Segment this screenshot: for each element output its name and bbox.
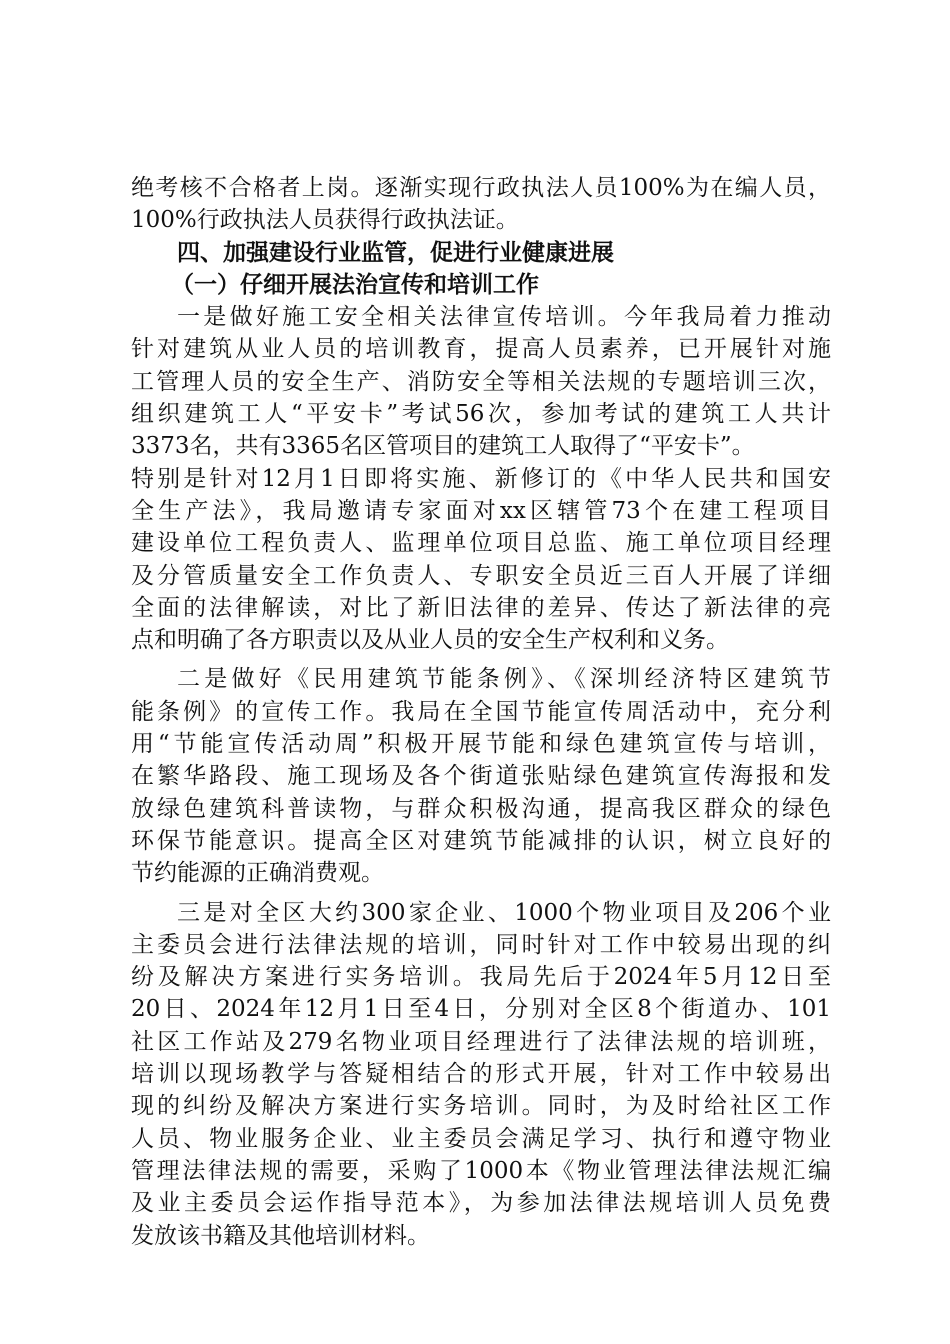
text-line: 节约能源的正确消费观。 (131, 860, 384, 887)
text-line: 培训以现场教学与答疑相结合的形式开展，针对工作中较易出 (131, 1061, 831, 1088)
intro-paragraph (131, 172, 831, 237)
section-heading: 四、加强建设行业监管，促进行业健康进展 (177, 239, 614, 266)
paragraph-energy-saving (131, 663, 831, 889)
text-line: 能条例》的宣传工作。我局在全国节能宣传周活动中，充分利 (131, 698, 831, 725)
paragraph-property-training (131, 897, 831, 1252)
text-line: 纷及解决方案进行实务培训。我局先后于2024年5月12日至 (131, 964, 831, 991)
text-line: 社区工作站及279名物业项目经理进行了法律法规的培训班， (131, 1028, 831, 1055)
text-line: 组织建筑工人“平安卡”考试56次，参加考试的建筑工人共计 (131, 401, 831, 428)
text-line: 放绿色建筑科普读物，与群众积极沟通，提高我区群众的绿色 (131, 795, 831, 822)
text-line: 管理法律法规的需要，采购了1000本《物业管理法律法规汇编 (131, 1157, 831, 1184)
text-line: 三是对全区大约300家企业、1000个物业项目及206个业 (177, 899, 831, 926)
text-line: 主委员会进行法律法规的培训，同时针对工作中较易出现的纠 (131, 931, 831, 958)
text-line: 人员、物业服务企业、业主委员会满足学习、执行和遵守物业 (131, 1125, 831, 1152)
text-line: 全面的法律解读，对比了新旧法律的差异、传达了新法律的亮 (131, 594, 831, 621)
text-line: 针对建筑从业人员的培训教育，提高人员素养，已开展针对施 (131, 336, 831, 363)
text-line: 用“节能宣传活动周”积极开展节能和绿色建筑宣传与培训， (131, 731, 831, 758)
text-line: 及分管质量安全工作负责人、专职安全员近三百人开展了详细 (131, 562, 831, 589)
text-line: 绝考核不合格者上岗。逐渐实现行政执法人员100%为在编人员， (131, 175, 831, 201)
text-line: 二是做好《民用建筑节能条例》、《深圳经济特区建筑节 (177, 666, 831, 693)
text-line: 100%行政执法人员获得行政执法证。 (131, 207, 519, 234)
text-line: 一是做好施工安全相关法律宣传培训。今年我局着力推动 (177, 304, 831, 331)
document-page (131, 172, 831, 1252)
text-line: 现的纠纷及解决方案进行实务培训。同时，为及时给社区工作 (131, 1093, 831, 1120)
text-line: 点和明确了各方职责以及从业人员的安全生产权利和义务。 (131, 627, 729, 654)
paragraph-safety-training (131, 301, 831, 656)
text-line: 特别是针对12月1日即将实施、新修订的《中华人民共和国安 (131, 465, 831, 492)
text-line: 工管理人员的安全生产、消防安全等相关法规的专题培训三次， (131, 368, 831, 395)
subsection-heading: （一）仔细开展法治宣传和培训工作 (171, 271, 539, 298)
text-line: 3373名，共有3365名区管项目的建筑工人取得了“平安卡”。 (131, 433, 755, 460)
text-line: 及业主委员会运作指导范本》，为参加法律法规培训人员免费 (131, 1190, 831, 1217)
text-line: 建设单位工程负责人、监理单位项目总监、施工单位项目经理 (131, 530, 831, 557)
text-line: 全生产法》，我局邀请专家面对xx区辖管73个在建工程项目 (131, 497, 831, 524)
text-line: 环保节能意识。提高全区对建筑节能减排的认识，树立良好的 (131, 827, 831, 854)
text-line: 发放该书籍及其他培训材料。 (131, 1222, 430, 1249)
text-line: 在繁华路段、施工现场及各个街道张贴绿色建筑宣传海报和发 (131, 763, 831, 790)
text-line: 20日、2024年12月1日至4日，分别对全区8个街道办、101 (131, 996, 831, 1023)
